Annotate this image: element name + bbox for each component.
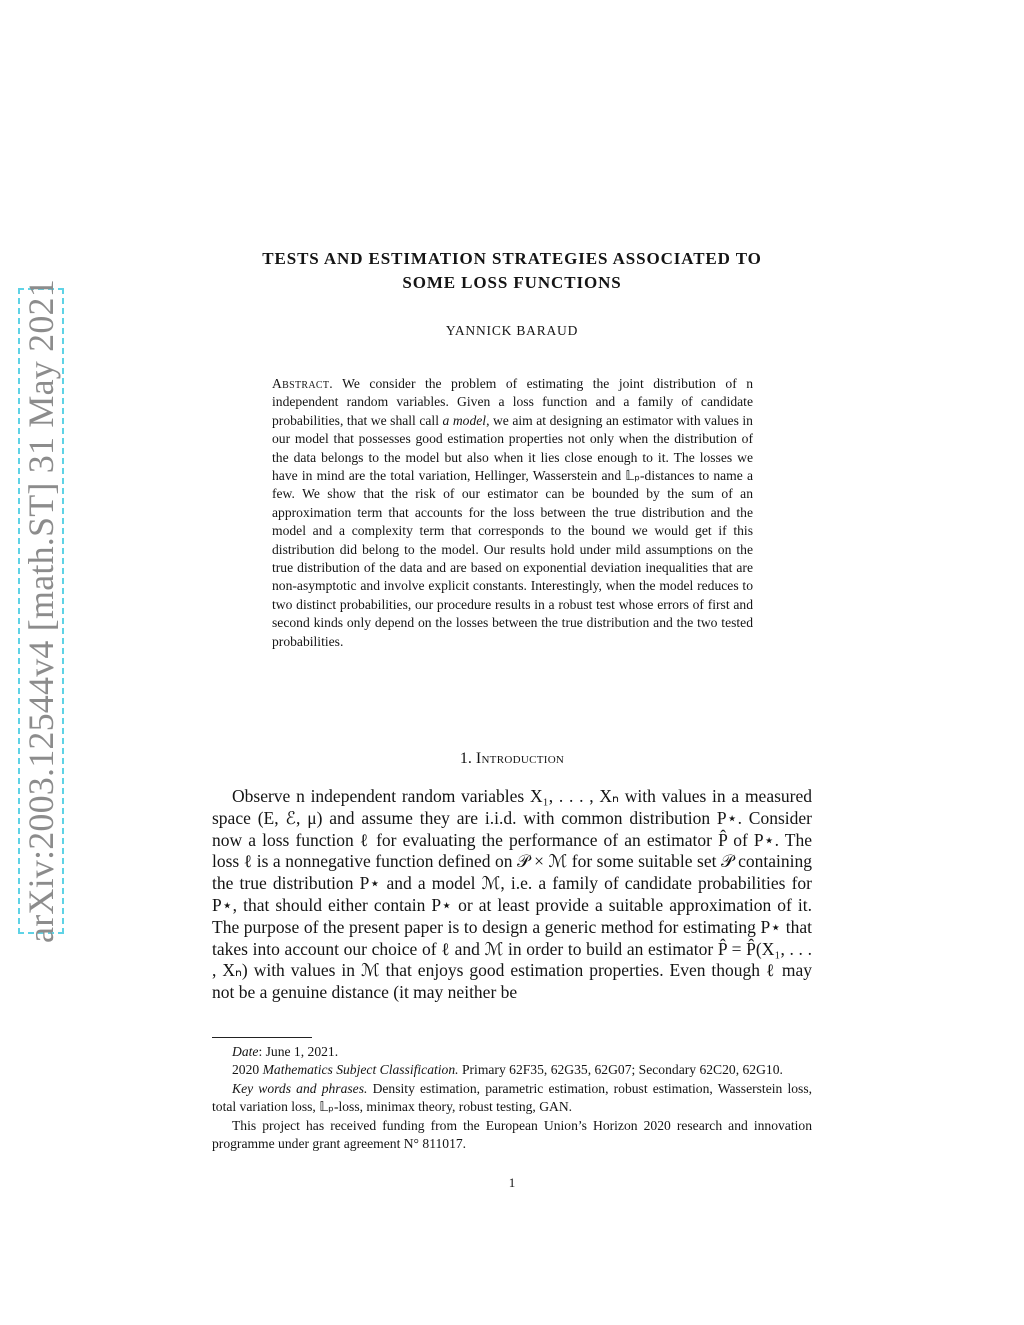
footnote-keywords xyxy=(212,1080,812,1117)
section-number: 1. xyxy=(459,750,472,767)
abstract-label: Abstract. xyxy=(272,376,333,391)
footnote-funding: This project has received funding from the European Union’s Horizon 2020 research and innovation programme under grant agreement N° 811017. xyxy=(212,1117,812,1152)
section-title: Introduction xyxy=(475,750,565,767)
footnote-rule xyxy=(212,1037,312,1038)
footnotes xyxy=(212,1043,812,1153)
footnote-msc xyxy=(212,1061,812,1079)
paper-title xyxy=(200,247,824,295)
arxiv-stamp-text: arXiv:2003.12544v4 [math.ST] 31 May 2021 xyxy=(21,279,61,943)
section-heading xyxy=(200,750,824,768)
footnote-date-label: Date xyxy=(232,1044,259,1059)
footnote-keywords-value: Density estimation, parametric estimation, robust estimation, Wasserstein loss, total variation loss, 𝕃ₚ-loss, minimax theory, robust testing, GAN. xyxy=(212,1080,813,1115)
intro-paragraph xyxy=(212,786,812,1004)
footnote-date xyxy=(212,1043,812,1061)
footnote-msc-year: 2020 xyxy=(232,1062,263,1078)
paper-title-line-2: SOME LOSS FUNCTIONS xyxy=(402,273,622,292)
footnote-msc-value: Primary 62F35, 62G35, 62G07; Secondary 62C20, 62G10. xyxy=(458,1062,783,1078)
arxiv-stamp xyxy=(18,279,64,943)
intro-text: Observe n independent random variables X₁, . . . , Xₙ with values in a measured space (E, ℰ, μ) and assume they are i.i.d. with common distribution P⋆. Consider now a loss function ℓ for evaluating the performance of an estimator P̂ of P⋆. The loss ℓ is a nonnegative function defined on 𝒫 × ℳ for some suitable set 𝒫 containing the true distribution P⋆ and a model ℳ, i.e. a family of candidate probabilities for P⋆, that should either contain P⋆ or at least provide a suitable approximation of it. The purpose of the present paper is to design a generic method for estimating P⋆ that takes into account our choice of ℓ and ℳ in order to build an estimator P̂ = P̂(X₁, . . . , Xₙ) with values in ℳ that enjoys good estimation properties. Even though ℓ may not be a genuine distance (it may neither be xyxy=(212,786,812,1003)
abstract xyxy=(272,375,753,651)
footnote-msc-label: Mathematics Subject Classification. xyxy=(262,1062,459,1078)
abstract-emphasis: a model xyxy=(442,412,487,428)
author-name: YANNICK BARAUD xyxy=(445,323,579,338)
footnote-date-value: : June 1, 2021. xyxy=(258,1044,339,1059)
abstract-text-a: We consider the problem of estimating the joint distribution of n independent random variables. Given a loss function and a family of candidate probabilities, that we shall call xyxy=(272,376,753,428)
paper-title-line-1: TESTS AND ESTIMATION STRATEGIES ASSOCIATED TO xyxy=(262,249,762,268)
abstract-text-b: , we aim at designing an estimator with values in our model that possesses good estimation properties not only when the distribution of the data belongs to the model but also when it lies close enough to it. The losses we have in mind are the total variation, Hellinger, Wasserstein and 𝕃ₚ-distances to name a few. We show that the risk of our estimator can be bounded by the sum of an approximation term that accounts for the loss between the true distribution and the model and a complexity term that corresponds to the bound we would get if this distribution did belong to the model. Our results hold under mild assumptions on the true distribution of the data and are based on exponential deviation inequalities that are non-asymptotic and involve explicit constants. Interestingly, when the model reduces to two distinct probabilities, our procedure results in a robust test whose errors of first and second kinds only depend on the losses between the true distribution and the two tested probabilities. xyxy=(272,412,753,649)
page-number: 1 xyxy=(508,1175,516,1190)
footnote-keywords-label: Key words and phrases. xyxy=(232,1080,368,1096)
